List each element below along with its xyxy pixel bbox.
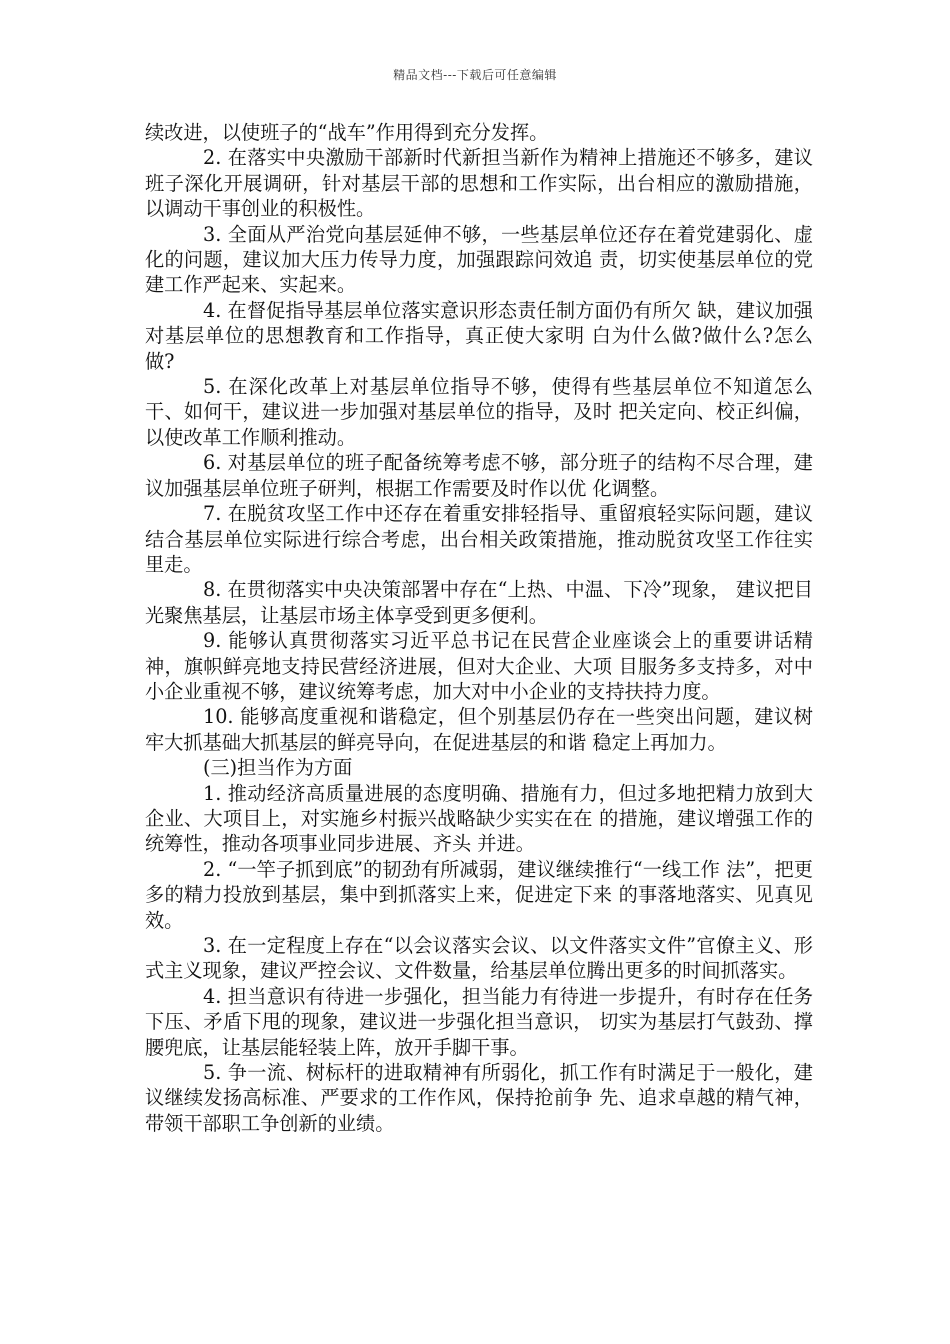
paragraph-continuation: 续改进，以使班子的“战车”作用得到充分发挥。 bbox=[145, 121, 549, 144]
paragraph-section3-item-1: 1. 推动经济高质量进展的态度明确、措施有力，但过多地把精力放到大企业、大项目上，对实施乡村振兴战略缺少实实在在 的措施，建议增强工作的统筹性，推动各项事业同步进展、齐头 并进。 bbox=[145, 781, 813, 856]
paragraph-item-2: 2. 在落实中央激励干部新时代新担当新作为精神上措施还不够多，建议班子深化开展调研，针对基层干部的思想和工作实际，出台相应的激励措施，以调动干事创业的积极性。 bbox=[145, 146, 813, 221]
paragraph-item-7: 7. 在脱贫攻坚工作中还存在着重安排轻指导、重留痕轻实际问题，建议结合基层单位实际进行综合考虑，出台相关政策措施，推动脱贫攻坚工作往实里走。 bbox=[145, 502, 813, 576]
section-heading: (三)担当作为方面 bbox=[203, 756, 353, 780]
paragraph-item-6: 6. 对基层单位的班子配备统筹考虑不够，部分班子的结构不尽合理，建议加强基层单位班子研判，根据工作需要及时作以优 化调整。 bbox=[145, 451, 813, 500]
paragraph-item-9: 9. 能够认真贯彻落实习近平总书记在民营企业座谈会上的重要讲话精神，旗帜鲜亮地支持民营经济进展，但对大企业、大项 目服务多支持多，对中小企业重视不够，建议统筹考虑，加大对中小企业的支持扶持力度。 bbox=[145, 629, 813, 703]
paragraph-section3-item-3: 3. 在一定程度上存在“以会议落实会议、以文件落实文件”官僚主义、形式主义现象，建议严控会议、文件数量，给基层单位腾出更多的时间抓落实。 bbox=[145, 934, 813, 983]
paragraph-section3-item-2: 2. “一竿子抓到底”的韧劲有所减弱，建议继续推行“一线工作 法”，把更多的精力投放到基层，集中到抓落实上来，促进定下来 的事落地落实、见真见效。 bbox=[145, 857, 813, 932]
paragraph-section3-item-5: 5. 争一流、树标杆的进取精神有所弱化，抓工作有时满足于一般化，建议继续发扬高标准、严要求的工作作风，保持抢前争 先、追求卓越的精气神，带领干部职工争创新的业绩。 bbox=[145, 1061, 813, 1135]
paragraph-section3-item-4: 4. 担当意识有待进一步强化，担当能力有待进一步提升，有时存在任务下压、矛盾下甩的现象，建议进一步强化担当意识， 切实为基层打气鼓劲、撑腰兜底，让基层能轻装上阵，放开手脚干事。 bbox=[145, 984, 813, 1059]
paragraph-item-4: 4. 在督促指导基层单位落实意识形态责任制方面仍有所欠 缺，建议加强对基层单位的思想教育和工作指导，真正使大家明 白为什么做?做什么?怎么做? bbox=[145, 298, 813, 373]
page-header: 精品文档---下载后可任意编辑 bbox=[393, 68, 557, 82]
paragraph-item-8: 8. 在贯彻落实中央决策部署中存在“上热、中温、下冷”现象， 建议把目光聚焦基层，让基层市场主体享受到更多便利。 bbox=[145, 578, 813, 627]
document-body bbox=[145, 120, 813, 1136]
paragraph-item-5: 5. 在深化改革上对基层单位指导不够，使得有些基层单位不知道怎么干、如何干，建议进一步加强对基层单位的指导，及时 把关定向、校正纠偏，以使改革工作顺利推动。 bbox=[145, 375, 813, 449]
paragraph-item-3: 3. 全面从严治党向基层延伸不够，一些基层单位还存在着党建弱化、虚化的问题，建议加大压力传导力度，加强跟踪问效追 责，切实使基层单位的党建工作严起来、实起来。 bbox=[145, 222, 813, 297]
paragraph-item-10: 10. 能够高度重视和谐稳定，但个别基层仍存在一些突出问题，建议树牢大抓基础大抓基层的鲜亮导向，在促进基层的和谐 稳定上再加力。 bbox=[145, 705, 813, 754]
